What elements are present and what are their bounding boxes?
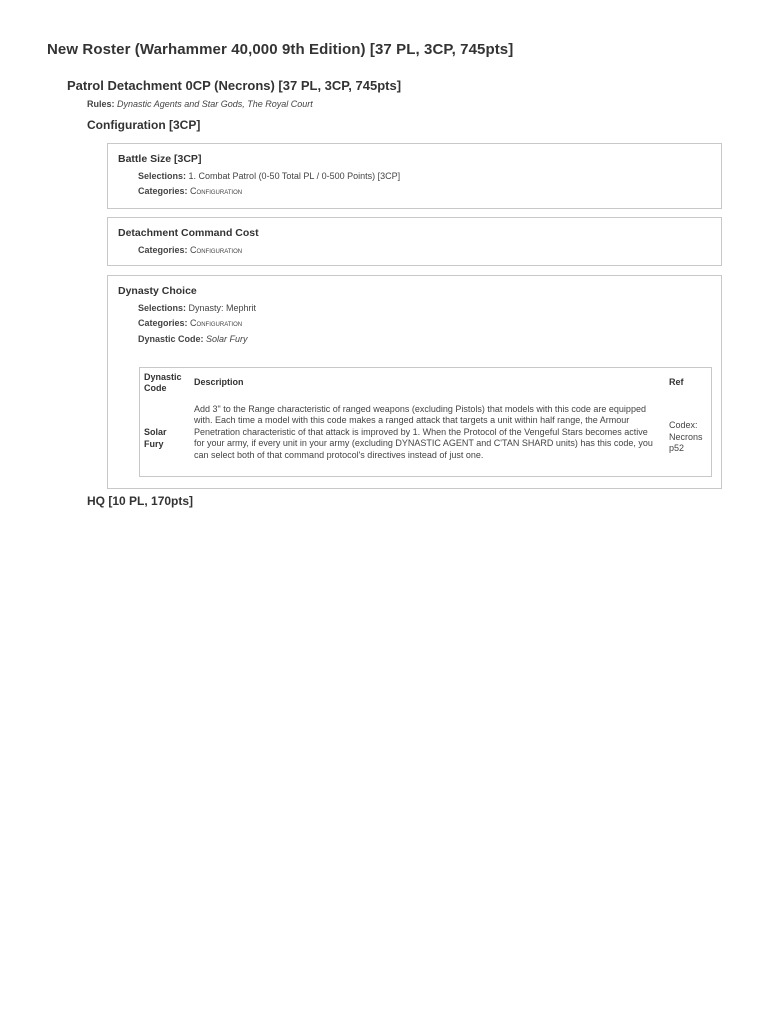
dynastic-code-value: Solar Fury [206, 334, 248, 344]
command-cost-card [107, 217, 722, 266]
dynasty-choice-card [107, 275, 722, 489]
detachment-title: Patrol Detachment 0CP (Necrons) [37 PL, 3CP, 745pts] [67, 78, 402, 93]
dynastic-code-label: Dynastic Code: [138, 334, 204, 344]
categories-value: Configuration [190, 245, 243, 255]
categories-value: Configuration [190, 186, 243, 196]
categories-label: Categories: [138, 318, 188, 328]
configuration-heading: Configuration [3CP] [87, 118, 201, 132]
selections-label: Selections: [138, 171, 187, 181]
dynasty-selections [138, 303, 256, 313]
dynasty-categories [138, 318, 242, 328]
categories-label: Categories: [138, 245, 188, 255]
command-cost-title: Detachment Command Cost [118, 227, 259, 239]
battle-size-categories [138, 186, 242, 196]
selections-value: 1. Combat Patrol (0-50 Total PL / 0-500 Points) [3CP] [188, 171, 401, 181]
battle-size-selections [138, 171, 400, 181]
selections-label: Selections: [138, 303, 187, 313]
battle-size-title: Battle Size [3CP] [118, 153, 202, 165]
roster-title: New Roster (Warhammer 40,000 9th Edition) [37 PL, 3CP, 745pts] [47, 41, 514, 58]
dynastic-code-line [138, 334, 248, 344]
header-description: Description [194, 377, 244, 387]
header-ref: Ref [669, 377, 684, 387]
row-description: Add 3" to the Range characteristic of ranged weapons (excluding Pistols) that models with this code are equipped with. Each time a model with this code makes a ranged attack that targets a unit within half range, the Armour Penetration characteristic of that attack is improved by 1. When the Protocol of the Vengeful Stars becomes active for your army, if every unit in your army (excluding DYNASTIC AGENT and C'TAN SHARD units) has this code, you can select both of that command protocol's directives instead of just one. [194, 404, 653, 460]
row-ref: Codex: Necrons p52 [669, 420, 703, 453]
detachment-rules [87, 99, 313, 109]
header-dynastic-code: Dynastic Code [144, 372, 182, 393]
battle-size-card [107, 143, 722, 209]
command-cost-categories [138, 245, 242, 255]
rules-value: Dynastic Agents and Star Gods, The Royal Court [117, 99, 313, 109]
row-code: Solar Fury [144, 427, 167, 449]
categories-value: Configuration [190, 318, 243, 328]
categories-label: Categories: [138, 186, 188, 196]
hq-heading: HQ [10 PL, 170pts] [87, 494, 194, 508]
dynasty-choice-title: Dynasty Choice [118, 285, 197, 297]
rules-label: Rules: [87, 99, 115, 109]
selections-value: Dynasty: Mephrit [188, 303, 257, 313]
dynastic-code-table [139, 367, 712, 477]
